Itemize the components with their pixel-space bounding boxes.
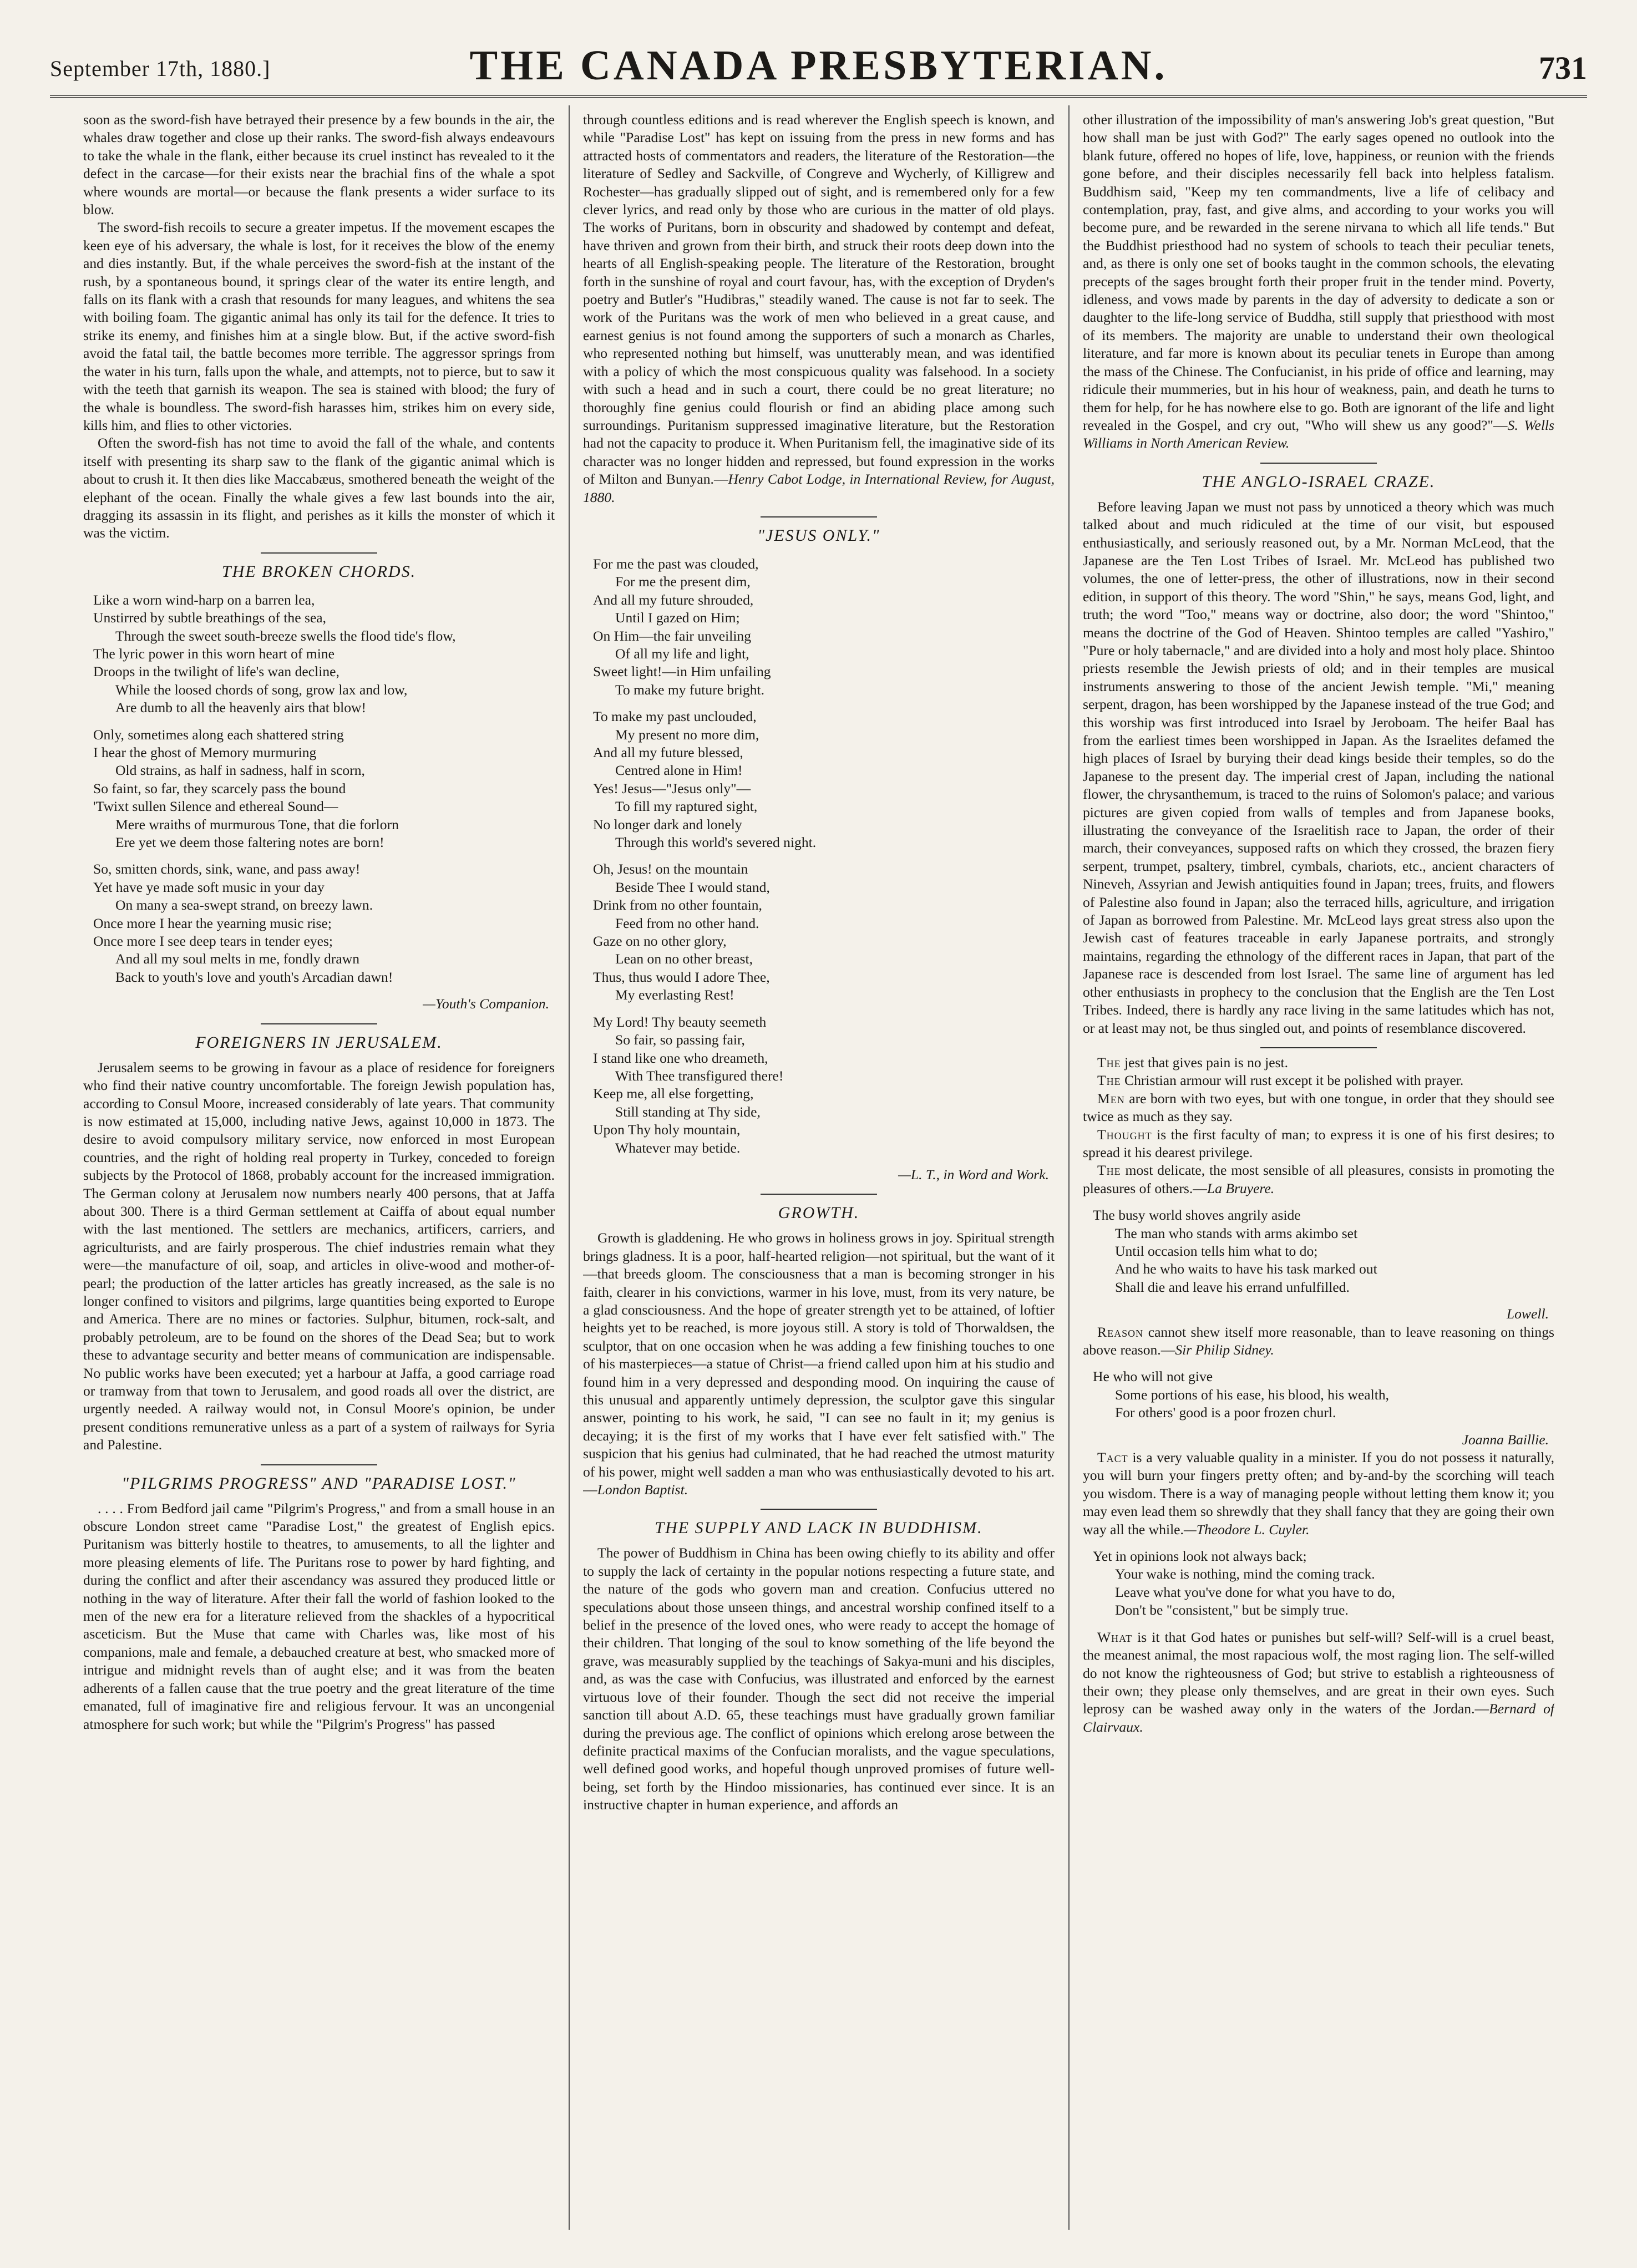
maxim xyxy=(1083,1054,1554,1072)
article-paragraph: Jerusalem seems to be growing in favour as a place of residence for foreigners who find their native country uncomfortable. The foreign Jewish population has, according to Consul Moore, increased considerably of late years. That community is now estimated at 15,000, including native Jews, against 10,000 in 1873. The desire to avoid compulsory military service, now enforced in most European countries, and the right of holding real property in Turkey, conceded to foreign subjects by the Protocol of 1868, probably account for the increased immigration. The German colony at Jerusalem now numbers nearly 400 persons, that at Jaffa about 300. There is a third German settlement at Caiffa of about equal number with the last mentioned. The settlers are mechanics, artificers, carriers, and agriculturists, and are fairly prosperous. The chief industries remain what they were—the manufacture of oil, soap, and articles in olive-wood and mother-of-pearl; the production of the latter articles has greatly increased, as the sale is no longer confined to visitors and pilgrims, large quantities being exported to Europe and America. There are no mines or factories. Sulphur, bitumen, rock-salt, and probably petroleum, are to be found on the shores of the Dead Sea; but to work these to advantage security and better means of communication are indispensable. No public works have been executed; yet a harbour at Jaffa, a good carriage road or tramway from that town to Jerusalem, and good roads all over the district, are urgently needed. A railway would not, in Consul Moore's opinion, be under present conditions remunerative unless as a part of a system of railways for Syria and Palestine. xyxy=(83,1059,555,1453)
maxim-lead: Men xyxy=(1097,1090,1125,1107)
maxim-attribution: Sir Philip Sidney. xyxy=(1175,1342,1274,1358)
poem-line: Old strains, as half in sadness, half in scorn, xyxy=(115,762,365,779)
verse-line: Until occasion tells him what to do; xyxy=(1115,1242,1318,1259)
page-header xyxy=(50,42,1587,94)
maxim-text: jest that gives pain is no jest. xyxy=(1121,1054,1289,1070)
poem-line: I stand like one who dreameth, xyxy=(593,1049,768,1066)
poem-line: Through the sweet south-breeze swells the flood tide's flow, xyxy=(115,627,456,644)
poem-line: For me the present dim, xyxy=(615,574,751,590)
maxim-text: cannot shew itself more reasonable, than to leave reasoning on things above reason.— xyxy=(1083,1323,1554,1358)
column-right xyxy=(1083,111,1554,2224)
poem-line: Drink from no other fountain, xyxy=(593,897,762,914)
poem-line: Feed from no other hand. xyxy=(615,915,759,931)
poem-stanza xyxy=(93,726,555,852)
verse-lowell xyxy=(1093,1206,1554,1296)
maxim-text: Christian armour will rust except it be polished with prayer. xyxy=(1121,1072,1464,1089)
verse-line: Leave what you've done for what you have to do, xyxy=(1115,1584,1395,1600)
poem-line: Oh, Jesus! on the mountain xyxy=(593,861,748,877)
header-rule xyxy=(50,95,1587,98)
poem-line: Are dumb to all the heavenly airs that blow! xyxy=(115,699,367,716)
poem-line: And all my future shrouded, xyxy=(593,591,754,608)
maxim xyxy=(1083,1449,1554,1539)
verse-line: For others' good is a poor frozen churl. xyxy=(1115,1404,1336,1421)
article-paragraph: The sword-fish recoils to secure a greater impetus. If the movement escapes the keen eye of his adversary, the whale is lost, for it receives the blow of the enemy and dies instantly. But, if the whale perceives the sword-fish at the instant of the rush, by a spontaneous bound, it springs clear of the water its entire length, and falls on its flank with a crash that resounds for many leagues, and whitens the sea with boiling foam. The gigantic animal has only its tail for the defence. It tries to strike its enemy, and finishes him at a single blow. But, if the active sword-fish avoid the fatal tail, the battle becomes more terrible. The aggressor springs from the water in his turn, falls upon the whale, and attempts, not to pierce, but to saw it with the teeth that garnish its weapon. The sea is stained with blood; the fury of the whale is boundless. The sword-fish harasses him, strikes him on every side, kills him, and flies to other victories. xyxy=(83,219,555,433)
poem-line: Yes! Jesus—"Jesus only"— xyxy=(593,780,751,796)
verse-attribution: Lowell. xyxy=(1506,1306,1549,1322)
maxim xyxy=(1083,1126,1554,1162)
poem-broken-chords xyxy=(93,591,555,987)
maxim-text: most delicate, the most sensible of all pleasures, consists in promoting the pleasures of others.— xyxy=(1083,1162,1554,1196)
poem-line: Mere wraiths of murmurous Tone, that die forlorn xyxy=(115,816,399,833)
poem-line: Upon Thy holy mountain, xyxy=(593,1122,741,1138)
poem-line: Beside Thee I would stand, xyxy=(615,879,770,895)
poem-line: And all my soul melts in me, fondly drawn xyxy=(115,951,360,967)
poem-line: Keep me, all else forgetting, xyxy=(593,1085,754,1102)
poem-line: The lyric power in this worn heart of mine xyxy=(93,645,335,662)
poem-line: On many a sea-swept strand, on breezy lawn. xyxy=(115,897,373,914)
heading-buddhism: THE SUPPLY AND LACK IN BUDDHISM. xyxy=(655,1519,983,1538)
poem-line: While the loosed chords of song, grow lax and low, xyxy=(115,681,408,698)
poem-line: 'Twixt sullen Silence and ethereal Sound— xyxy=(93,798,338,815)
paragraph-text: other illustration of the impossibility of man's answering Job's great question, "But how shall man be just with God?" The early sages opened no outlook into the blank future, offered no hopes of life, love, happiness, or reunion with the friends gone before, and their disciples necessarily fell back into helpless fatalism. Buddhism said, "Keep my ten commandments, live a life of celibacy and contemplation, pray, fast, and give alms, and according to your works you will become pure, and be rewarded in the serene nirvana to which all life tends." But the Buddhist priesthood had no system of schools to teach their peculiar tenets, and, as there is only one set of books taught in the common schools, the elevating precepts of the sages brought forth their proper fruit in the tender mind. Poverty, idleness, and vows made by parents in the day of adversity to dedicate a son or daughter to the life-long service of Buddha, still supply that priesthood with most of its members. The majority are unable to understand their own theological literature, and far more is known about its peculiar tenets in Europe than among the mass of the Chinese. The Confucianist, in his pride of office and learning, may ridicule their mummeries, but in his hour of weakness, pain, and death he turns to them for help, for he has nowhere else to go. Both are ignorant of the life and light revealed in the Gospel, and cry out, "Who will shew us any good?"— xyxy=(1083,111,1554,433)
poem-line: My everlasting Rest! xyxy=(615,987,734,1003)
poem-line: Once more I hear the yearning music rise; xyxy=(93,915,332,931)
poem-line: Still standing at Thy side, xyxy=(615,1103,761,1120)
section-rule xyxy=(761,1509,877,1510)
poem-line: Until I gazed on Him; xyxy=(615,610,740,626)
poem-line: To make my past unclouded, xyxy=(593,708,757,725)
article-paragraph: soon as the sword-fish have betrayed their presence by a few bounds in the air, the whales draw together and close up their ranks. The sword-fish always endeavours to take the whale in the flank, either because its cruel instinct has revealed to it the defect in the carcase—for their exists near the brachial fins of the whale a spot where wounds are mortal—or because the flank presents a wider surface to its blow. xyxy=(83,111,555,218)
verse-line: Yet in opinions look not always back; xyxy=(1093,1548,1307,1565)
poem-line: Centred alone in Him! xyxy=(615,762,743,779)
poem-stanza xyxy=(593,1013,1055,1157)
poem-line: So faint, so far, they scarcely pass the bound xyxy=(93,780,346,796)
column-left xyxy=(83,111,555,2224)
poem-stanza xyxy=(593,555,1055,699)
poem-line: Ere yet we deem those faltering notes are born! xyxy=(115,834,384,851)
heading-jesus-only: "JESUS ONLY." xyxy=(757,526,880,545)
maxim xyxy=(1083,1072,1554,1089)
verse-line: Your wake is nothing, mind the coming track. xyxy=(1115,1566,1375,1582)
poem-line: Of all my life and light, xyxy=(615,645,749,662)
poem-line: With Thee transfigured there! xyxy=(615,1067,784,1084)
verse-lines xyxy=(1093,1368,1554,1422)
maxim-lead: Reason xyxy=(1097,1323,1144,1340)
section-rule xyxy=(1260,1047,1377,1048)
poem-line: Lean on no other breast, xyxy=(615,951,753,967)
poem-line: And all my future blessed, xyxy=(593,744,743,760)
article-paragraph: . . . . From Bedford jail came "Pilgrim's Progress," and from a small house in an obscure London street came "Paradise Lost," the greatest of English epics. Puritanism was bitterly hostile to theatres, to amusements, to all the lighter and more pleasing elements of life. The Puritans rose to power by hard fighting, and during the conflict and after their ascendancy was assured they produced little or nothing in the way of literature. After their fall the world of fashion looked to the men of the new era for a literature relieved from the shackles of a hypocritical asceticism. But the Muse that came with Charles was, like most of his companions, male and female, a debauched creature at best, who smacked more of intrigue and midnight revels than of aught else; and it was from the beaten adherents of a fallen cause that the true poetry and the great literature of the time emanated, full of imaginative fire and religious fervour. It was an uncongenial atmosphere for such work; but while the "Pilgrim's Progress" has passed xyxy=(83,1500,555,1732)
article-paragraph: The power of Buddhism in China has been owing chiefly to its ability and offer to supply the lack of certainty in the popular notions respecting a future state, and the nature of the gods who govern man and creation. Confucius uttered no speculations about those unseen things, and ancestral worship confined itself to a belief in the presence of the loved ones, who were ready to accept the homage of their children. That longing of the soul to know something of the life beyond the grave, was measurably supplied by the teachings of Sakya-muni and his disciples, and, as was the case with Confucius, was illustrated and enforced by the earnest virtuous love of their founder. Though the sect did not receive the imperial sanction till about A.D. 65, these teachings must have gradually grown familiar during the previous age. The conflict of opinions which erelong arose between the definite practical maxims of the Confucian moralists, and the vague speculations, well defined good works, and hopeful though unproved promises of future well-being, set forth by the Hindoo missionaries, has continued ever since. It is an instructive chapter in human experience, and affords an xyxy=(583,1545,1055,1813)
poem-line: Whatever may betide. xyxy=(615,1139,741,1156)
poem-line: For me the past was clouded, xyxy=(593,555,759,572)
poem-line: Droops in the twilight of life's wan decline, xyxy=(93,663,339,680)
source-citation: S. Wells Williams in North American Review. xyxy=(1083,417,1554,451)
section-rule xyxy=(261,1023,377,1024)
verse-line: Some portions of his ease, his blood, his wealth, xyxy=(1115,1386,1390,1403)
poem-line: My Lord! Thy beauty seemeth xyxy=(593,1013,767,1030)
heading-broken-chords: THE BROKEN CHORDS. xyxy=(221,562,417,581)
maxim-lead: The xyxy=(1097,1072,1121,1089)
maxim xyxy=(1083,1161,1554,1198)
poem-line: Back to youth's love and youth's Arcadian dawn! xyxy=(115,968,393,985)
verse-line: Shall die and leave his errand unfulfilled. xyxy=(1115,1278,1350,1295)
poem-line: Once more I see deep tears in tender eyes; xyxy=(93,933,333,950)
verse-line: And he who waits to have his task marked out xyxy=(1115,1261,1377,1277)
section-rule xyxy=(761,1194,877,1195)
article-paragraph: Often the sword-fish has not time to avoid the fall of the whale, and contents itself with presenting its sharp saw to the flank of the gigantic animal which is about to crush it. It then dies like Maccabæus, smothered beneath the weight of the elephant of the ocean. Finally the whale gives a few last bounds into the air, dragging its assassin in its flight, and perishes as it kills the monster of which it was the victim. xyxy=(83,435,555,541)
heading-growth: GROWTH. xyxy=(778,1204,860,1222)
poem-line: Thus, thus would I adore Thee, xyxy=(593,968,770,985)
heading-anglo-israel: THE ANGLO-ISRAEL CRAZE. xyxy=(1202,472,1436,491)
poem-stanza xyxy=(593,708,1055,851)
poem-line: So fair, so passing fair, xyxy=(615,1032,745,1048)
issue-date: September 17th, 1880.] xyxy=(50,56,271,81)
article-paragraph xyxy=(1083,111,1554,453)
maxim xyxy=(1083,1323,1554,1359)
section-rule xyxy=(761,516,877,517)
poem-line: Gaze on no other glory, xyxy=(593,933,727,950)
section-rule xyxy=(261,552,377,554)
article-paragraph: Before leaving Japan we must not pass by unnoticed a theory which was much talked about and much ridiculed at the time of our visit, but espoused enthusiastically, and seriously reasoned out, by a Mr. Norman McLeod, that the Japanese are the Ten Lost Tribes of Israel. Mr. McLeod has published two volumes, the one of letter-press, the other of illustrations, now in their second edition, in support of this theory. The word "Shin," he says, means God, light, and truth; the word "Too," means way or doctrine, also door; the word "Shintoo," means the doctrine of the God of Heaven. Shintoo temples are called "Yashiro," "Pure or holy tabernacle," and are divided into a holy and most holy place. Shintoo priests resemble the Jewish priests of old; and in their temples are musical instruments answering to those of the ancient Jewish temple. "Mi," meaning serpent, dragon, has been worshipped by the Japanese instead of the true God; and this worship was first introduced into Israel by Jeroboam. The heifer Baal has from the earliest times been worshipped in Japan. As the Israelites defamed the high places of Israel by burying their dead kings beside their temples, so do the Japanese to the present day. The imperial crest of Japan, including the national flower, the chrysanthemum, is traced to the ruins of Solomon's palace; and various pictures are given copied from walls of temples and from Japanese books, illustrating the conveyance of the Israelitish race to Japan, the order of their march, their conveyances, supposed rafts on which they crossed, the brazen fiery serpent, trumpet, psaltery, timbrel, cymbals, chariots, etc., ancient characters of Nineveh, Assyrian and Jewish antiquities found in Japan; trees, fruits, and flowers of Palestine also found in Japan; also the terraced hills, agriculture, and irrigation of Japan as borrowed from Palestine. Mr. McLeod lays great stress also upon the Jewish cast of features traceable in early Japanese portraits, and strongly maintains, regarding the ethnology of the different races in Japan, that part of the Japanese race is descended from lost Israel. The same line of argument has led other enthusiasts in prophecy to the conclusion that the English are the Ten Lost Tribes. Indeed, there is hardly any race living in the same latitudes which has not, or at least may not, be thus singled out, and points of resemblance discovered. xyxy=(1083,498,1554,1036)
poem-line: To make my future bright. xyxy=(615,681,765,698)
poem-attribution: —Youth's Companion. xyxy=(423,996,549,1012)
verse-attribution: Joanna Baillie. xyxy=(1462,1431,1549,1448)
column-rule xyxy=(569,105,570,2230)
maxim-text: is it that God hates or punishes but self-will? Self-will is a cruel beast, the meanest animal, the most rapacious wolf, the most raging lion. The self-willed do not know the righteousness of God; but strive to establish a righteousness of their own; they please only themselves, and are great in their own eyes. Such leprosy can be washed away only in the waters of the Jordan.— xyxy=(1083,1628,1554,1717)
poem-line: Only, sometimes along each shattered string xyxy=(93,726,344,743)
maxim-lead: What xyxy=(1097,1628,1133,1645)
poem-line: Like a worn wind-harp on a barren lea, xyxy=(93,591,315,608)
column-middle xyxy=(583,111,1055,2224)
poem-line: Sweet light!—in Him unfailing xyxy=(593,663,771,680)
column-rule xyxy=(1068,105,1070,2230)
verse-lines xyxy=(1093,1547,1554,1620)
verse-baillie xyxy=(1093,1368,1554,1422)
maxim-lead: Thought xyxy=(1097,1126,1152,1143)
page-number: 731 xyxy=(1539,50,1587,86)
poem-stanza xyxy=(93,591,555,717)
poem-line: No longer dark and lonely xyxy=(593,816,742,833)
maxim-attribution: Bernard of Clairvaux. xyxy=(1083,1701,1554,1735)
source-citation: London Baptist. xyxy=(597,1481,688,1498)
poem-stanza xyxy=(93,860,555,986)
poem-line: So, smitten chords, sink, wane, and pass away! xyxy=(93,861,361,877)
maxim-lead: Tact xyxy=(1097,1449,1128,1466)
maxim xyxy=(1083,1628,1554,1736)
poem-line: My present no more dim, xyxy=(615,726,759,743)
source-citation: Henry Cabot Lodge, in International Review, for August, 1880. xyxy=(583,471,1055,505)
heading-pilgrims: "PILGRIMS PROGRESS" AND "PARADISE LOST." xyxy=(121,1474,516,1493)
masthead-title: THE CANADA PRESBYTERIAN. xyxy=(469,42,1168,89)
maxim-text: is a very valuable quality in a minister. If you do not possess it naturally, you will burn your fingers pretty often; and by-and-by the scorching will teach you wisdom. There is a way of managing people without letting them know it; you may even lead them so shrewdly that they shall fancy that they are going their own way all the while. xyxy=(1083,1449,1554,1538)
verse-consistency xyxy=(1093,1547,1554,1620)
poem-line: Through this world's severed night. xyxy=(615,834,817,851)
verse-line: He who will not give xyxy=(1093,1368,1213,1385)
verse-line: The man who stands with arms akimbo set xyxy=(1115,1225,1358,1241)
article-paragraph xyxy=(583,111,1055,506)
section-rule xyxy=(261,1464,377,1465)
maxim-attribution: La Bruyere. xyxy=(1207,1180,1275,1196)
maxim-text: is the first faculty of man; to express it is one of his first desires; to spread it his dearest privilege. xyxy=(1083,1126,1554,1160)
poem-attribution: —L. T., in Word and Work. xyxy=(898,1166,1049,1183)
poem-line: On Him—the fair unveiling xyxy=(593,627,752,644)
maxim-lead: The xyxy=(1097,1054,1121,1070)
maxim-text: are born with two eyes, but with one tongue, in order that they should see twice as much as they say. xyxy=(1083,1090,1554,1125)
poem-line: Unstirred by subtle breathings of the sea, xyxy=(93,610,327,626)
verse-line: The busy world shoves angrily aside xyxy=(1093,1207,1301,1224)
heading-foreigners: FOREIGNERS IN JERUSALEM. xyxy=(195,1033,443,1052)
paragraph-text: Growth is gladdening. He who grows in holiness grows in joy. Spiritual strength brings gladness. It is a poor, half-hearted religion—not spiritual, but the want of it—that breeds gloom. The consciousness that a man is becoming stronger in his faith, clearer in his convictions, warmer in his love, must, from its very nature, be a glad consciousness. And the hope of greater strength yet to be attained, of loftier heights yet to be reached, is more joyous still. A story is told of Thorwaldsen, the sculptor, that on one occasion when he was adding a few finishing touches to one of his masterpieces—a statue of Christ—a friend called upon him at his studio and found him in a very depressed and desponding mood. On inquiring the cause of this unusual and apparently untimely depression, the sculptor gave this singular answer, pointing to his work, he said, "I can see no fault in it; my genius is decaying; it is the first of my works that I have ever felt satisfied with." The suspicion that his genius had culminated, that he had reached the utmost maturity of his power, might well sadden a man who was enthusiastically devoted to his art.— xyxy=(583,1230,1055,1498)
maxim-attribution: —Theodore L. Cuyler. xyxy=(1183,1521,1310,1538)
verse-lines xyxy=(1093,1206,1554,1296)
maxim xyxy=(1083,1090,1554,1126)
poem-stanza xyxy=(593,860,1055,1004)
poem-jesus-only xyxy=(593,555,1055,1157)
poem-line: To fill my raptured sight, xyxy=(615,798,758,815)
section-rule xyxy=(1260,463,1377,464)
poem-line: Yet have ye made soft music in your day xyxy=(93,879,325,895)
paragraph-text: through countless editions and is read wherever the English speech is known, and while "Paradise Lost" has kept on issuing from the press in new forms and has attracted hosts of commentators and readers, the literature of the Restoration—the literature of Sedley and Sackville, of Congreve and Wycherly, of Killigrew and Rochester—has gradually slipped out of sight, and is remembered only for a few clever lyrics, and read only by those who are curious in the matter of old plays. The works of Puritans, born in obscurity and shadowed by contempt and defeat, have thriven and grown from their birth, and struck their roots deep down into the hearts of all English-speaking people. The literature of the Restoration, brought forth in the sunshine of royal and court favour, has, with the exception of Dryden's poetry and Butler's "Hudibras," steadily waned. The cause is not far to seek. The work of the Puritans was the work of men who believed in a great cause, and earnest genius is not found among the supporters of such a monarch as Charles, who represented nothing but himself, was unutterably mean, and was identified with a policy of which the most conspicuous quality was falsehood. In a society with such a head and in such a court, there could be no great literature; no thoroughly fine genius could flourish or find an abiding place among such surroundings. Puritanism suppressed imaginative literature, but the Restoration had not the capacity to produce it. When Puritanism fell, the imaginative side of its character was no longer hidden and repressed, but found expression in the works of Milton and Bunyan.— xyxy=(583,111,1055,488)
article-paragraph xyxy=(583,1229,1055,1499)
poem-line: I hear the ghost of Memory murmuring xyxy=(93,744,317,760)
verse-line: Don't be "consistent," but be simply true. xyxy=(1115,1602,1349,1618)
maxim-lead: The xyxy=(1097,1162,1121,1179)
